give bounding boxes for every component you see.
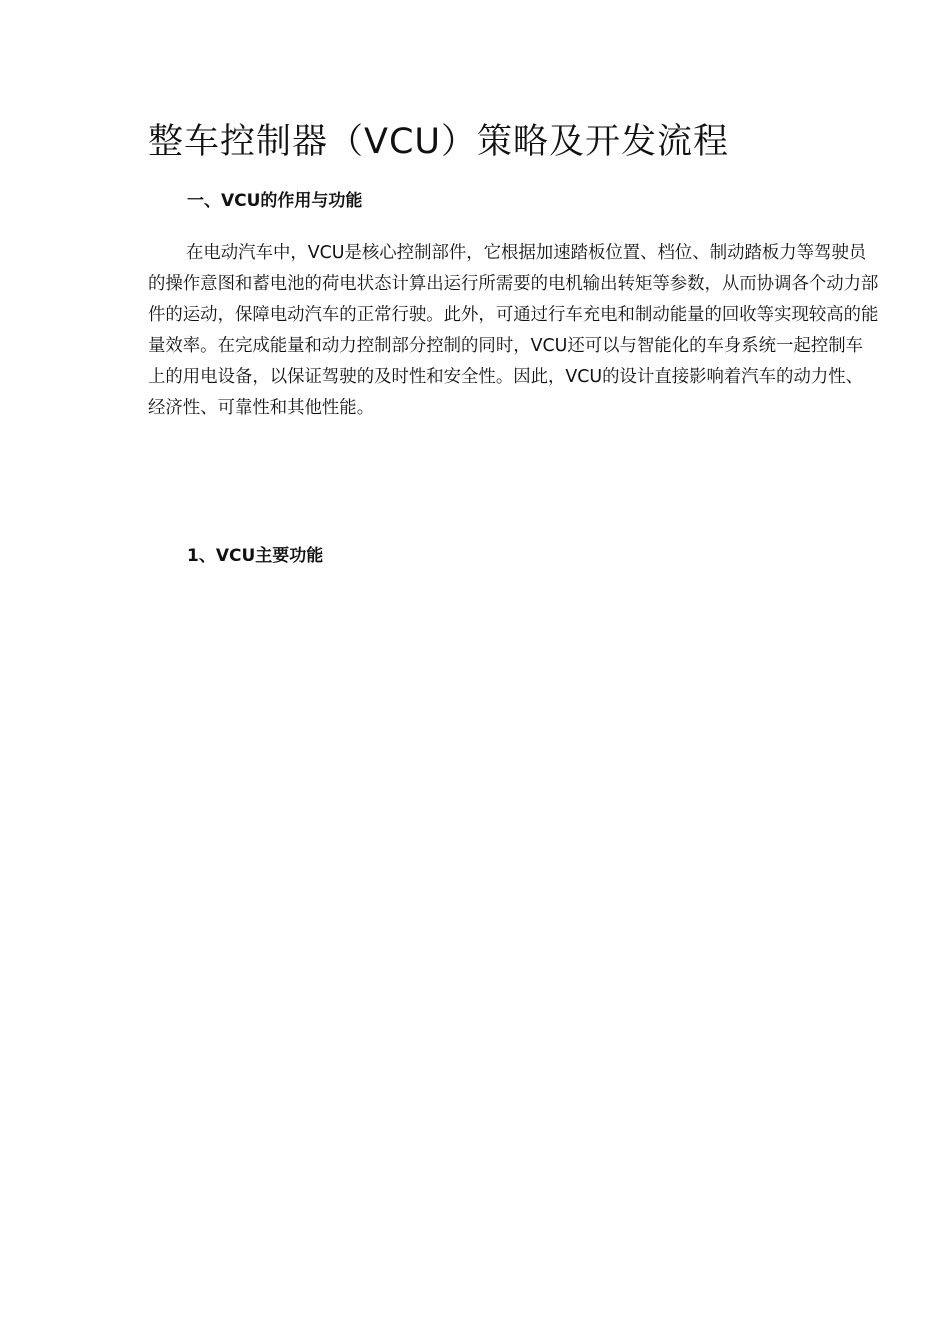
section-paragraph bbox=[148, 238, 938, 424]
paragraph-line: 经济性、可靠性和其他性能。 bbox=[148, 398, 375, 418]
paragraph-line: 件的运动，保障电动汽车的正常行驶。此外，可通过行车充电和制动能量的回收等实现较高的能 bbox=[148, 305, 879, 325]
paragraph-line: 量效率。在完成能量和动力控制部分控制的同时，VCU还可以与智能化的车身系统一起控制车 bbox=[148, 336, 864, 356]
paragraph-line: 在电动汽车中，VCU是核心控制部件，它根据加速踏板位置、档位、制动踏板力等驾驶员 bbox=[186, 243, 867, 263]
section-heading: 一、VCU的作用与功能 bbox=[187, 191, 363, 211]
paragraph-line: 上的用电设备，以保证驾驶的及时性和安全性。因此，VCU的设计直接影响着汽车的动力性、 bbox=[148, 367, 864, 387]
document-title: 整车控制器（VCU）策略及开发流程 bbox=[148, 122, 730, 162]
paragraph-line: 的操作意图和蓄电池的荷电状态计算出运行所需要的电机输出转矩等参数，从而协调各个动力部 bbox=[148, 274, 879, 294]
subsection-heading: 1、VCU主要功能 bbox=[187, 546, 324, 566]
